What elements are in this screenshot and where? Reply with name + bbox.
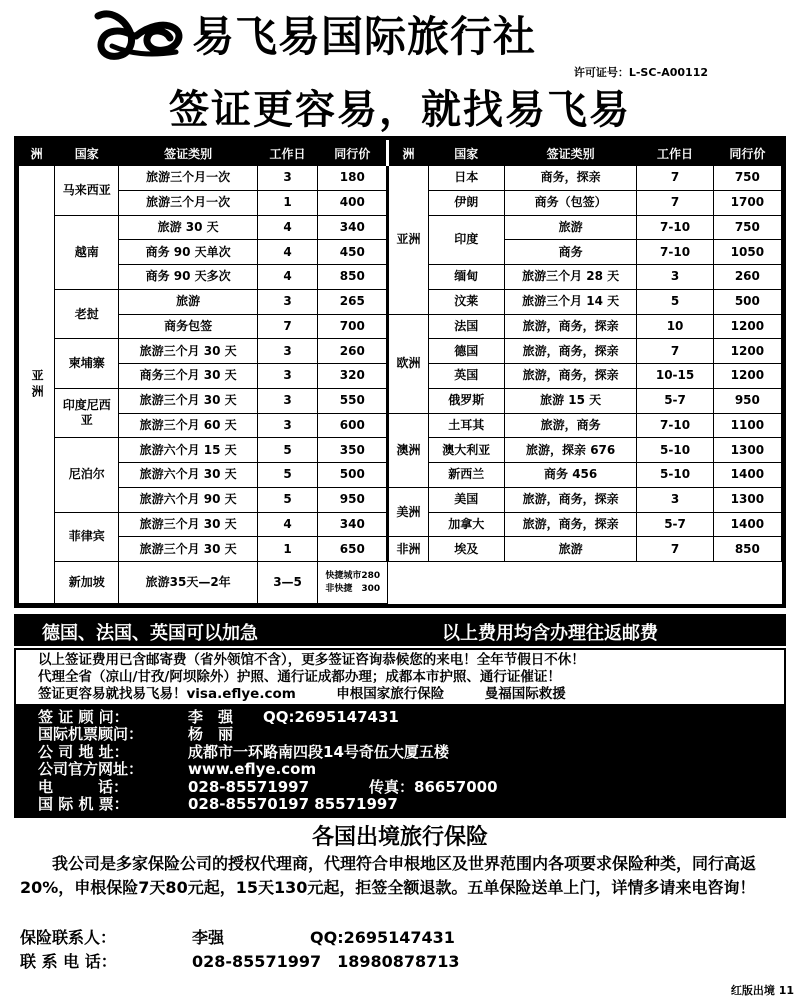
price-cell: 1050 [713,240,781,265]
slogan: 签证更容易，就找易飞易 [169,87,631,133]
insurance-body [20,852,780,900]
working-days-cell: 3 [257,388,317,413]
working-days-cell: 4 [257,240,317,265]
insurance-contact-row [20,926,460,950]
contact-row-address [38,744,786,761]
working-days-cell: 5-10 [637,438,713,463]
visa-type-cell: 商务 90 天单次 [119,240,258,265]
country-cell: 缅甸 [428,265,504,290]
insurance-section [14,818,786,980]
column-header: 国家 [428,141,504,166]
price-cell: 1200 [713,314,781,339]
country-cell: 汶莱 [428,289,504,314]
country-cell: 菲律宾 [55,512,119,562]
visa-type-cell: 旅游，商务，探亲 [504,339,637,364]
visa-type-cell: 旅游三个月 30 天 [119,537,258,562]
contact-label: 签 证 顾 问： [38,708,129,726]
table-row [19,166,782,191]
visa-type-cell: 旅游35天—2年 [119,562,258,604]
table-row [19,413,782,438]
column-header: 签证类别 [119,141,258,166]
country-cell: 尼泊尔 [55,438,119,512]
working-days-cell: 4 [257,512,317,537]
contact-value: www.eflye.com [188,760,317,779]
contact-row-visa [38,709,786,726]
postage-notice: 以上费用均含办理往返邮费 [442,623,658,644]
price-cell: 750 [713,215,781,240]
visa-type-cell: 旅游三个月一次 [119,190,258,215]
country-cell: 印度尼西亚 [55,388,119,438]
country-cell: 俄罗斯 [428,388,504,413]
license-number: 许可证号：L-SC-A00112 [573,66,708,79]
price-cell: 950 [318,487,388,512]
continent-cell: 非洲 [388,537,428,562]
contact-label: 电 话： [38,777,129,796]
country-cell: 马来西亚 [55,166,119,216]
notes-box [14,648,786,706]
visa-type-cell: 商务三个月 30 天 [119,364,258,389]
price-cell: 1400 [713,512,781,537]
visa-type-cell: 商务（包签） [504,190,637,215]
insurance-contact-label: 保险联系人： [20,928,117,947]
visa-type-cell: 商务，探亲 [504,166,637,191]
contact-row-ticket [38,726,786,743]
continent-cell: 澳洲 [388,413,428,487]
contact-value: 李 强 QQ:2695147431 [188,708,399,726]
working-days-cell: 5-7 [637,388,713,413]
visa-type-cell: 旅游，商务 [504,413,637,438]
contact-value: 杨 丽 [188,725,234,744]
price-cell: 1200 [713,339,781,364]
price-cell: 850 [318,265,388,290]
country-cell: 日本 [428,166,504,191]
working-days-cell: 7 [637,166,713,191]
insurance-contact-name: 李强 [192,928,225,947]
contact-row-air [38,796,786,813]
visa-type-cell: 旅游六个月 15 天 [119,438,258,463]
visa-type-cell: 旅游，商务，探亲 [504,364,637,389]
price-cell: 500 [318,463,388,488]
working-days-cell: 3 [637,487,713,512]
note-line: 签证更容易就找易飞易！visa.eflye.com 申根国家旅行保险 曼福国际救援 [38,686,566,702]
column-header: 同行价 [713,141,781,166]
table-row [19,537,782,562]
country-cell: 越南 [55,215,119,289]
working-days-cell: 3 [257,339,317,364]
column-header: 签证类别 [504,141,637,166]
country-cell: 老挝 [55,289,119,339]
price-cell: 340 [318,215,388,240]
visa-type-cell: 旅游，商务，探亲 [504,512,637,537]
price-cell: 340 [318,512,388,537]
country-cell: 澳大利亚 [428,438,504,463]
visa-type-cell: 旅游三个月 30 天 [119,339,258,364]
visa-type-cell: 旅游 15 天 [504,388,637,413]
notice-band [14,614,786,646]
contact-label: 公 司 地 址： [38,742,129,761]
column-header: 工作日 [637,141,713,166]
table-header-row [19,141,782,166]
contact-label: 国际机票顾问： [38,725,144,744]
column-header: 同行价 [318,141,388,166]
price-cell: 550 [318,388,388,413]
header [0,0,800,135]
expedite-notice: 德国、法国、英国可以加急 [42,623,258,644]
insurance-text: 我公司是多家保险公司的授权代理商，代理符合申根地区及世界范围内各项要求保险种类，同行高返20%，申根保险7天80元起，15天130元起，拒签全额退款。五单保险送单上门，详情多请来电咨询！ [20,854,757,897]
continent-cell: 欧洲 [388,314,428,413]
working-days-cell: 4 [257,215,317,240]
country-cell: 加拿大 [428,512,504,537]
visa-table-frame [14,136,786,608]
working-days-cell: 7 [637,537,713,562]
working-days-cell: 7-10 [637,240,713,265]
contact-value: 028-85570197 85571997 [188,795,398,814]
page-footer: 红版出境 11 [730,984,794,997]
insurance-phone-row [20,950,460,974]
visa-type-cell: 商务 456 [504,463,637,488]
visa-type-cell: 旅游 30 天 [119,215,258,240]
working-days-cell: 7-10 [637,413,713,438]
table-row [19,487,782,512]
country-cell: 伊朗 [428,190,504,215]
company-logo [90,6,185,62]
note-line: 代理全省（凉山/甘孜/阿坝除外）护照、通行证成都办理；成都本市护照、通行证催证！ [38,669,561,685]
visa-type-cell: 旅游三个月一次 [119,166,258,191]
working-days-cell: 3 [257,166,317,191]
contact-value: 028-85571997 传真：86657000 [188,777,498,796]
price-cell: 700 [318,314,388,339]
visa-type-cell: 旅游，探亲 676 [504,438,637,463]
price-cell: 265 [318,289,388,314]
working-days-cell: 3 [637,265,713,290]
price-cell: 450 [318,240,388,265]
working-days-cell: 4 [257,265,317,290]
contact-panel [14,706,786,818]
company-name: 易飞易国际旅行社 [192,12,537,61]
working-days-cell: 5 [257,487,317,512]
visa-type-cell: 旅游，商务，探亲 [504,487,637,512]
visa-type-cell: 旅游 [504,537,637,562]
price-cell: 750 [713,166,781,191]
price-cell: 1300 [713,438,781,463]
price-cell: 950 [713,388,781,413]
visa-type-cell: 旅游，商务，探亲 [504,314,637,339]
price-cell: 500 [713,289,781,314]
country-cell: 法国 [428,314,504,339]
visa-type-cell: 旅游 [504,215,637,240]
column-header: 工作日 [257,141,317,166]
working-days-cell: 5 [257,438,317,463]
price-cell: 850 [713,537,781,562]
price-cell: 1100 [713,413,781,438]
working-days-cell: 1 [257,190,317,215]
table-row [19,314,782,339]
working-days-cell: 5 [637,289,713,314]
working-days-cell: 5-7 [637,512,713,537]
country-cell: 柬埔寨 [55,339,119,389]
working-days-cell: 3 [257,413,317,438]
insurance-contact [20,926,460,974]
country-cell: 新西兰 [428,463,504,488]
visa-type-cell: 旅游三个月 30 天 [119,512,258,537]
working-days-cell: 3—5 [257,562,317,604]
working-days-cell: 10-15 [637,364,713,389]
price-cell: 600 [318,413,388,438]
country-cell: 印度 [428,215,504,265]
continent-cell: 亚洲 [388,166,428,315]
continent-cell: 亚洲 [19,166,55,604]
continent-cell: 美洲 [388,487,428,537]
price-cell: 400 [318,190,388,215]
country-cell: 德国 [428,339,504,364]
contact-label: 公司官方网址： [38,760,144,779]
price-cell: 350 [318,438,388,463]
working-days-cell: 7 [637,190,713,215]
visa-type-cell: 旅游六个月 90 天 [119,487,258,512]
working-days-cell: 7-10 [637,215,713,240]
visa-price-table [18,140,782,604]
visa-type-cell: 商务 [504,240,637,265]
country-cell: 埃及 [428,537,504,562]
working-days-cell: 7 [257,314,317,339]
visa-type-cell: 商务 90 天多次 [119,265,258,290]
working-days-cell: 10 [637,314,713,339]
working-days-cell: 7 [637,339,713,364]
country-cell: 英国 [428,364,504,389]
contact-value: 成都市一环路南四段14号奇伍大厦五楼 [188,742,449,761]
visa-type-cell: 旅游三个月 30 天 [119,388,258,413]
working-days-cell: 5 [257,463,317,488]
note-line: 以上签证费用已含邮寄费（省外领馆不含），更多签证咨询恭候您的来电！全年节假日不休！ [38,652,585,668]
insurance-contact-qq: QQ:2695147431 [310,928,455,947]
column-header: 洲 [388,141,428,166]
price-line: 非快捷 300 [325,583,381,594]
column-header: 国家 [55,141,119,166]
visa-type-cell: 旅游三个月 60 天 [119,413,258,438]
price-cell: 1400 [713,463,781,488]
visa-type-cell: 旅游六个月 30 天 [119,463,258,488]
insurance-phone-value: 028-85571997 18980878713 [192,952,460,971]
visa-type-cell: 旅游三个月 28 天 [504,265,637,290]
contact-row-website [38,761,786,778]
contact-label: 国 际 机 票： [38,795,129,814]
visa-type-cell: 旅游 [119,289,258,314]
country-cell: 美国 [428,487,504,512]
price-cell: 1300 [713,487,781,512]
country-cell: 土耳其 [428,413,504,438]
table-row [19,562,782,604]
contact-row-phone [38,779,786,796]
price-cell [318,562,388,604]
price-cell: 320 [318,364,388,389]
working-days-cell: 3 [257,289,317,314]
country-cell: 新加坡 [55,562,119,604]
price-cell: 260 [713,265,781,290]
insurance-title: 各国出境旅行保险 [311,825,488,850]
working-days-cell: 1 [257,537,317,562]
insurance-phone-label: 联 系 电 话： [20,952,117,971]
price-line: 快捷城市280 [325,570,381,581]
visa-type-cell: 商务包签 [119,314,258,339]
working-days-cell: 5-10 [637,463,713,488]
price-cell: 180 [318,166,388,191]
visa-type-cell: 旅游三个月 14 天 [504,289,637,314]
price-cell: 1200 [713,364,781,389]
price-cell: 650 [318,537,388,562]
column-header: 洲 [19,141,55,166]
price-cell: 260 [318,339,388,364]
working-days-cell: 3 [257,364,317,389]
price-cell: 1700 [713,190,781,215]
